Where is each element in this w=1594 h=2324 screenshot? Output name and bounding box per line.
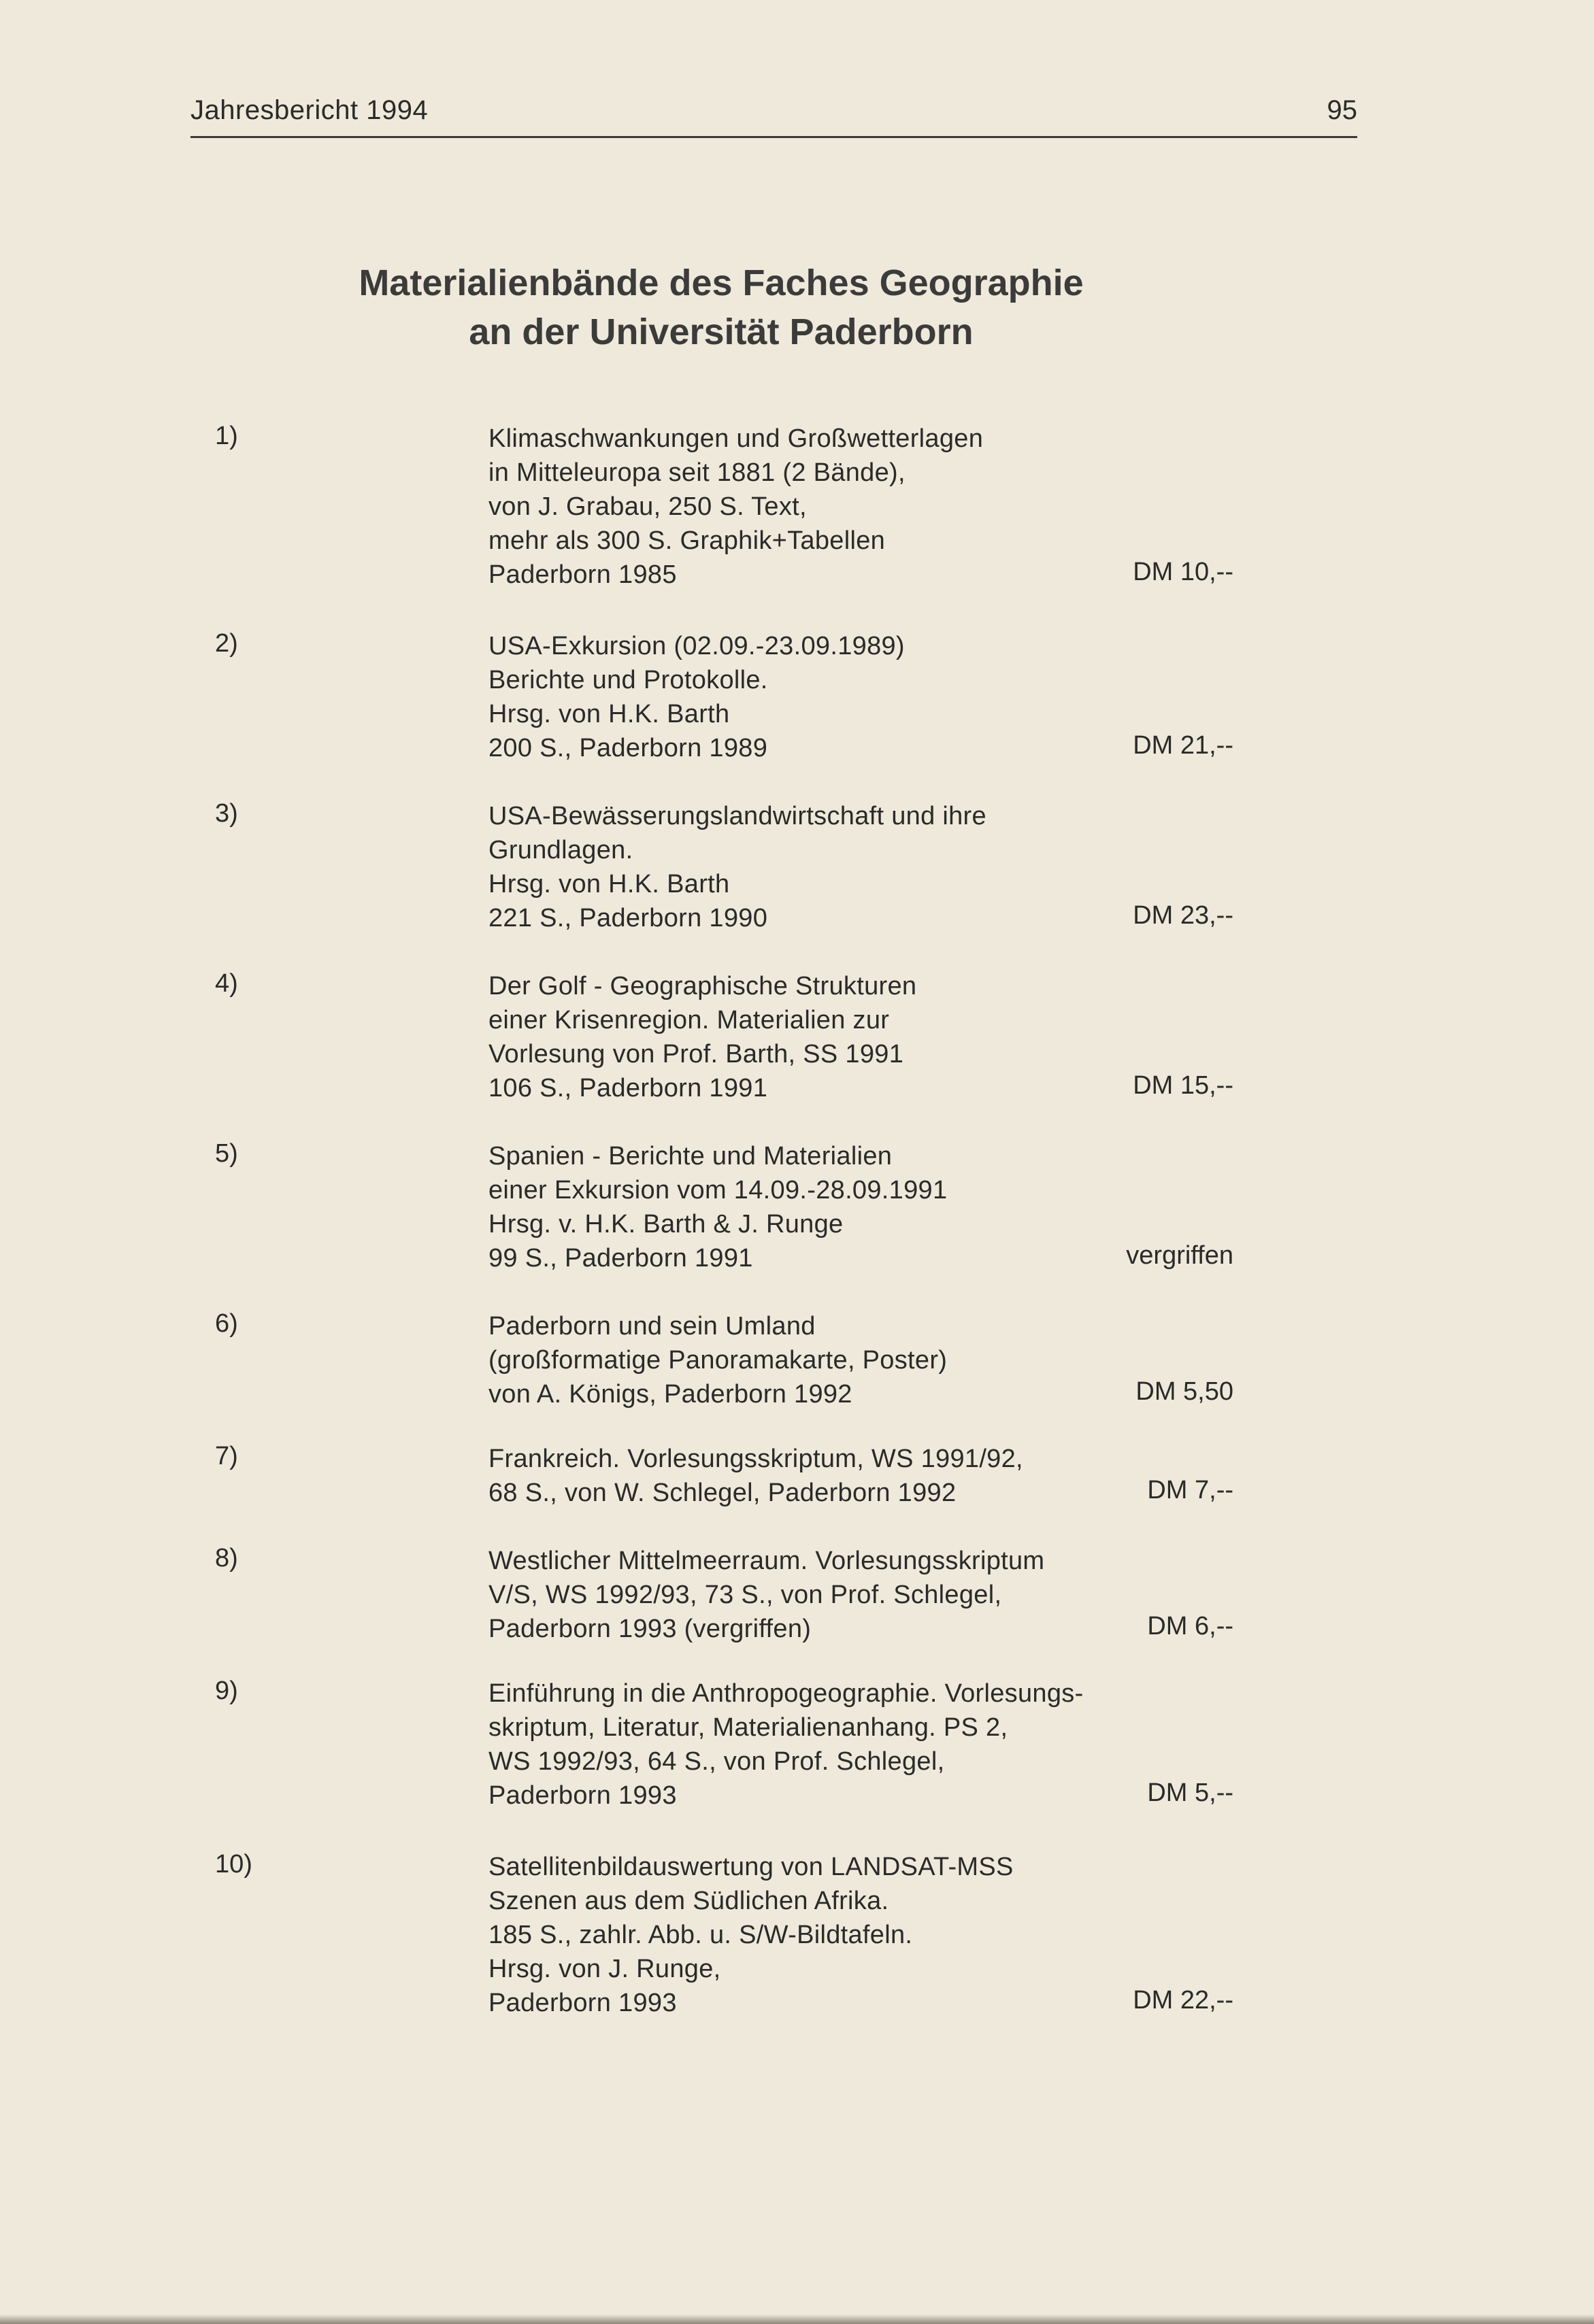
entry-line: 221 S., Paderborn 1990 <box>488 904 768 932</box>
entry-line: 106 S., Paderborn 1991 <box>488 1074 768 1102</box>
entry-price: vergriffen <box>1126 1241 1233 1270</box>
entry-line: Paderborn 1993 <box>488 1781 677 1810</box>
entry-line: USA-Exkursion (02.09.-23.09.1989) <box>488 632 905 660</box>
entry-price: DM 23,-- <box>1133 901 1233 930</box>
entry-line: Der Golf - Geographische Strukturen <box>488 972 917 1000</box>
entry-line: 68 S., von W. Schlegel, Paderborn 1992 <box>488 1479 957 1507</box>
entry-line: Hrsg. von J. Runge, <box>488 1955 721 1983</box>
running-header: Jahresbericht 1994 <box>190 95 429 125</box>
entry-price: DM 22,-- <box>1133 1986 1233 2015</box>
entry-price: DM 7,-- <box>1147 1476 1233 1504</box>
entry-price: DM 15,-- <box>1133 1071 1233 1100</box>
entry-number: 1) <box>215 422 238 450</box>
entry-line: in Mitteleuropa seit 1881 (2 Bände), <box>488 458 906 487</box>
title-line-2: an der Universität Paderborn <box>469 311 974 352</box>
entry-number: 3) <box>215 799 238 828</box>
entry-description <box>488 1442 1023 1510</box>
entry-line: Paderborn 1985 <box>488 560 677 589</box>
entry-description <box>488 1544 1044 1646</box>
entry-description <box>488 969 916 1105</box>
entry-line: Grundlagen. <box>488 836 633 864</box>
entry-line: 185 S., zahlr. Abb. u. S/W-Bildtafeln. <box>488 1921 913 1949</box>
entry-line: Klimaschwankungen und Großwetterlagen <box>488 424 984 453</box>
entry-number: 9) <box>215 1677 238 1705</box>
entry-number: 2) <box>215 629 238 658</box>
entry-number: 5) <box>215 1139 238 1168</box>
entry-line: von A. Königs, Paderborn 1992 <box>488 1380 852 1409</box>
entry-line: skriptum, Literatur, Materialienanhang. PS 2, <box>488 1713 1008 1742</box>
entry-price: DM 10,-- <box>1133 558 1233 586</box>
entry-line: 99 S., Paderborn 1991 <box>488 1244 753 1273</box>
entry-line: WS 1992/93, 64 S., von Prof. Schlegel, <box>488 1747 945 1776</box>
entry-description <box>488 1677 1084 1813</box>
entry-description <box>488 629 905 765</box>
entry-price: DM 5,-- <box>1147 1779 1233 1807</box>
entry-line: Satellitenbildauswertung von LANDSAT-MSS <box>488 1853 1014 1881</box>
entry-number: 10) <box>215 1850 252 1879</box>
entry-description <box>488 422 983 592</box>
entry-description <box>488 1309 947 1411</box>
entry-line: Hrsg. von H.K. Barth <box>488 700 730 728</box>
entry-line: Hrsg. von H.K. Barth <box>488 870 730 898</box>
entry-price: DM 5,50 <box>1135 1377 1233 1406</box>
header-rule <box>190 136 1357 138</box>
entry-number: 6) <box>215 1309 238 1338</box>
entry-line: mehr als 300 S. Graphik+Tabellen <box>488 526 886 555</box>
entry-line: Paderborn 1993 <box>488 1989 677 2017</box>
entry-line: V/S, WS 1992/93, 73 S., von Prof. Schlegel, <box>488 1581 1002 1609</box>
title-line-1: Materialienbände des Faches Geographie <box>359 263 1084 303</box>
entry-description <box>488 799 986 935</box>
page-edge-shadow <box>0 2314 1594 2324</box>
entry-line: einer Exkursion vom 14.09.-28.09.1991 <box>488 1176 948 1205</box>
entry-line: Hrsg. v. H.K. Barth & J. Runge <box>488 1210 844 1239</box>
page-number: 95 <box>1327 95 1357 125</box>
entry-line: Paderborn 1993 (vergriffen) <box>488 1615 812 1643</box>
entry-line: Berichte und Protokolle. <box>488 666 768 694</box>
entry-line: Frankreich. Vorlesungsskriptum, WS 1991/92, <box>488 1445 1023 1473</box>
entry-line: 200 S., Paderborn 1989 <box>488 734 768 762</box>
entry-number: 7) <box>215 1442 238 1470</box>
entry-line: (großformatige Panoramakarte, Poster) <box>488 1346 948 1375</box>
entry-number: 8) <box>215 1544 238 1572</box>
entry-line: USA-Bewässerungslandwirtschaft und ihre <box>488 802 986 830</box>
entry-line: Westlicher Mittelmeerraum. Vorlesungsskriptum <box>488 1547 1045 1575</box>
entry-description <box>488 1850 1014 2020</box>
entry-number: 4) <box>215 969 238 998</box>
entry-price: DM 6,-- <box>1147 1612 1233 1640</box>
entry-line: Einführung in die Anthropogeographie. Vorlesungs- <box>488 1679 1084 1708</box>
entry-line: Paderborn und sein Umland <box>488 1312 816 1341</box>
entry-line: von J. Grabau, 250 S. Text, <box>488 492 807 521</box>
entry-line: einer Krisenregion. Materialien zur <box>488 1006 890 1034</box>
entry-line: Spanien - Berichte und Materialien <box>488 1142 893 1171</box>
page-title <box>272 258 1170 356</box>
entry-description <box>488 1139 947 1275</box>
entry-line: Vorlesung von Prof. Barth, SS 1991 <box>488 1040 904 1068</box>
entry-line: Szenen aus dem Südlichen Afrika. <box>488 1887 889 1915</box>
entry-price: DM 21,-- <box>1133 731 1233 760</box>
